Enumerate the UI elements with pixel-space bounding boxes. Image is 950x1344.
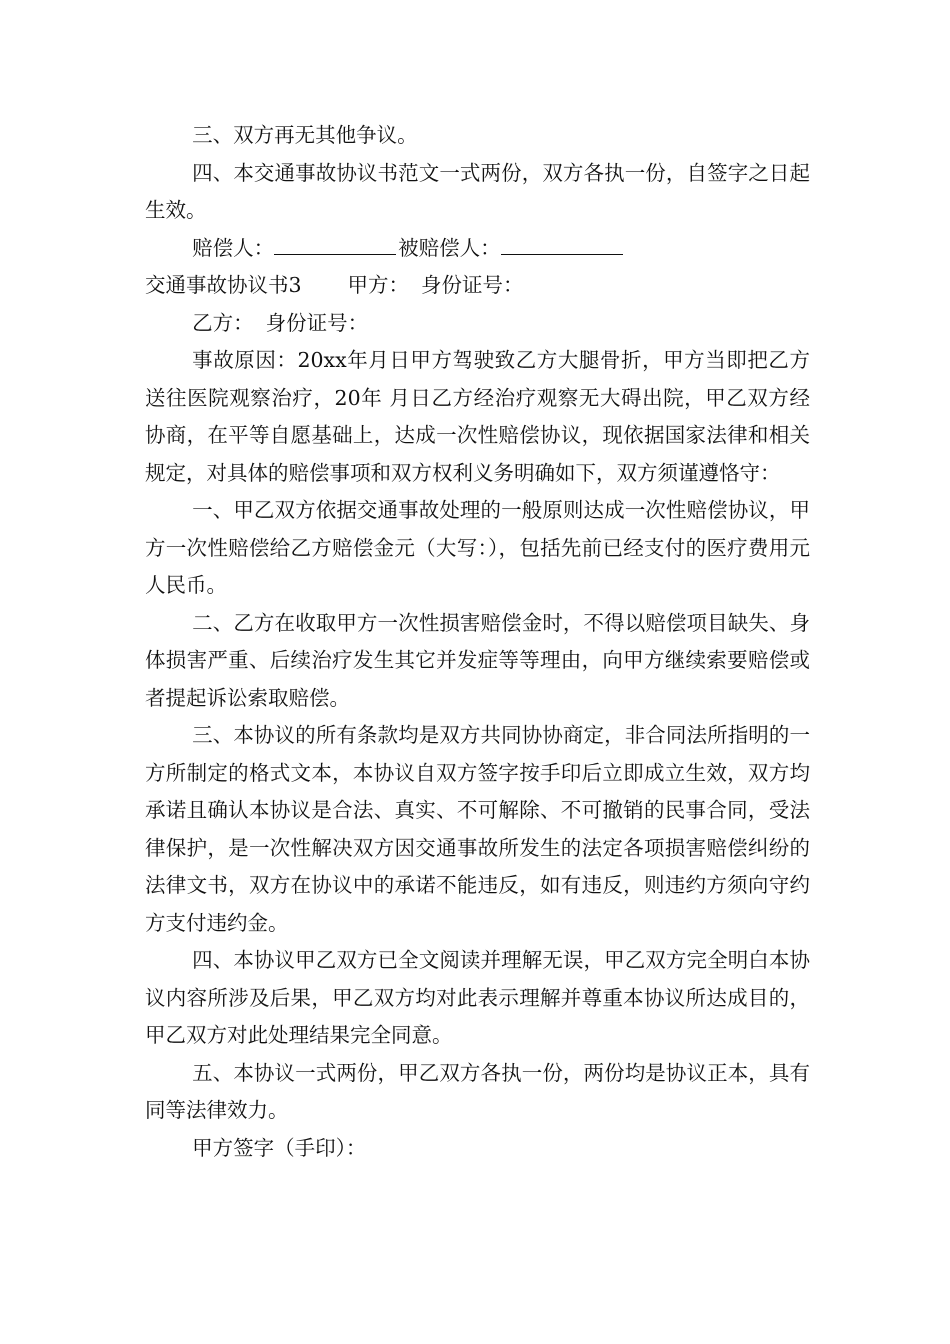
party-a-id-label: 身份证号： xyxy=(421,273,524,297)
clause-2: 二、乙方在收取甲方一次性损害赔偿金时，不得以赔偿项目缺失、身体损害严重、后续治疗发生其它并发症等等理由，向甲方继续索要赔偿或者提起诉讼索取赔偿。 xyxy=(145,610,810,710)
clause-4: 四、本协议甲乙双方已全文阅读并理解无误，甲乙双方完全明白本协议内容所涉及后果，甲乙双方均对此表示理解并尊重本协议所达成目的，甲乙双方对此处理结果完全同意。 xyxy=(145,948,810,1047)
document-body xyxy=(145,117,810,1167)
paragraph-accident-cause: 事故原因：20xx年月日甲方驾驶致乙方大腿骨折，甲方当即把乙方送往医院观察治疗，20年 月日乙方经治疗观察无大碍出院，甲乙双方经协商，在平等自愿基础上，达成一次性赔偿协议，现依据国家法律和相关规定，对具体的赔偿事项和双方权利义务明确如下，双方须谨遵恪守： xyxy=(145,348,810,485)
party-b-line xyxy=(145,305,810,343)
clause-5: 五、本协议一式两份，甲乙双方各执一份，两份均是协议正本，具有同等法律效力。 xyxy=(145,1060,810,1122)
agreement-title: 交通事故协议书3 xyxy=(145,273,302,297)
signature-line xyxy=(145,230,810,268)
agreement-heading-line xyxy=(145,267,810,305)
payee-blank xyxy=(501,234,623,255)
clause-1: 一、甲乙双方依据交通事故处理的一般原则达成一次性赔偿协议，甲方一次性赔偿给乙方赔偿金元（大写：），包括先前已经支付的医疗费用元人民币。 xyxy=(145,498,810,597)
payer-blank xyxy=(274,234,396,255)
party-b-label: 乙方： xyxy=(192,310,254,335)
clause-3: 三、本协议的所有条款均是双方共同协协商定，非合同法所指明的一方所制定的格式文本，本协议自双方签字按手印后立即成立生效，双方均承诺且确认本协议是合法、真实、不可解除、不可撤销的民事合同，受法律保护，是一次性解决双方因交通事故所发生的法定各项损害赔偿纠纷的法律文书，双方在协议中的承诺不能违反，如有违反，则违约方须向守约方支付违约金。 xyxy=(145,723,810,935)
payee-label: 被赔偿人： xyxy=(398,235,501,260)
party-b-id-label: 身份证号： xyxy=(265,310,369,335)
paragraph-effective: 四、本交通事故协议书范文一式两份，双方各执一份，自签字之日起生效。 xyxy=(145,160,810,222)
party-a-signature: 甲方签字（手印）： xyxy=(192,1135,367,1160)
paragraph-no-dispute: 三、双方再无其他争议。 xyxy=(192,123,418,147)
party-a-label: 甲方： xyxy=(347,273,410,297)
payer-label: 赔偿人： xyxy=(192,235,275,260)
